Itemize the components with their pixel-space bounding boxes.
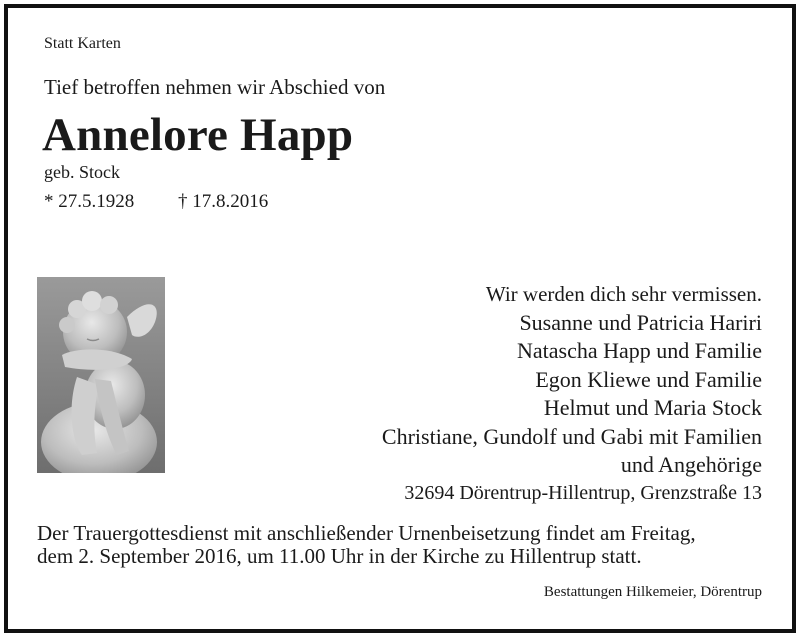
service-line: dem 2. September 2016, um 11.00 Uhr in der Kirche zu Hillentrup statt. <box>37 544 642 568</box>
maiden-name: geb. Stock <box>44 162 120 182</box>
mourner-line: Wir werden dich sehr vermissen. <box>485 282 762 306</box>
angel-statue-icon <box>37 277 165 473</box>
mourner-line: Natascha Happ und Familie <box>517 338 762 363</box>
mourner-line: Susanne und Patricia Hariri <box>519 309 762 335</box>
mourner-line: und Angehörige <box>620 452 762 477</box>
mourner-line: Christiane, Gundolf und Gabi mit Familien <box>381 423 762 449</box>
mourners-list <box>382 280 762 480</box>
address-text: 32694 Dörentrup-Hillentrup, Grenzstraße 13 <box>404 482 762 504</box>
intro-text: Tief betroffen nehmen wir Abschied von <box>44 75 386 99</box>
mourner-line: Helmut und Maria Stock <box>543 395 762 420</box>
death-date: † 17.8.2016 <box>178 191 269 212</box>
service-line: Der Trauergottesdienst mit anschließender Urnenbeisetzung findet am Freitag, <box>37 521 696 545</box>
deceased-name: Annelore Happ <box>42 109 354 161</box>
birth-date: * 27.5.1928 <box>44 191 135 212</box>
mourner-line: Egon Kliewe und Familie <box>535 366 762 392</box>
service-text <box>37 522 696 568</box>
undertaker-text: Bestattungen Hilkemeier, Dörentrup <box>543 584 762 600</box>
header-text: Statt Karten <box>44 35 121 52</box>
